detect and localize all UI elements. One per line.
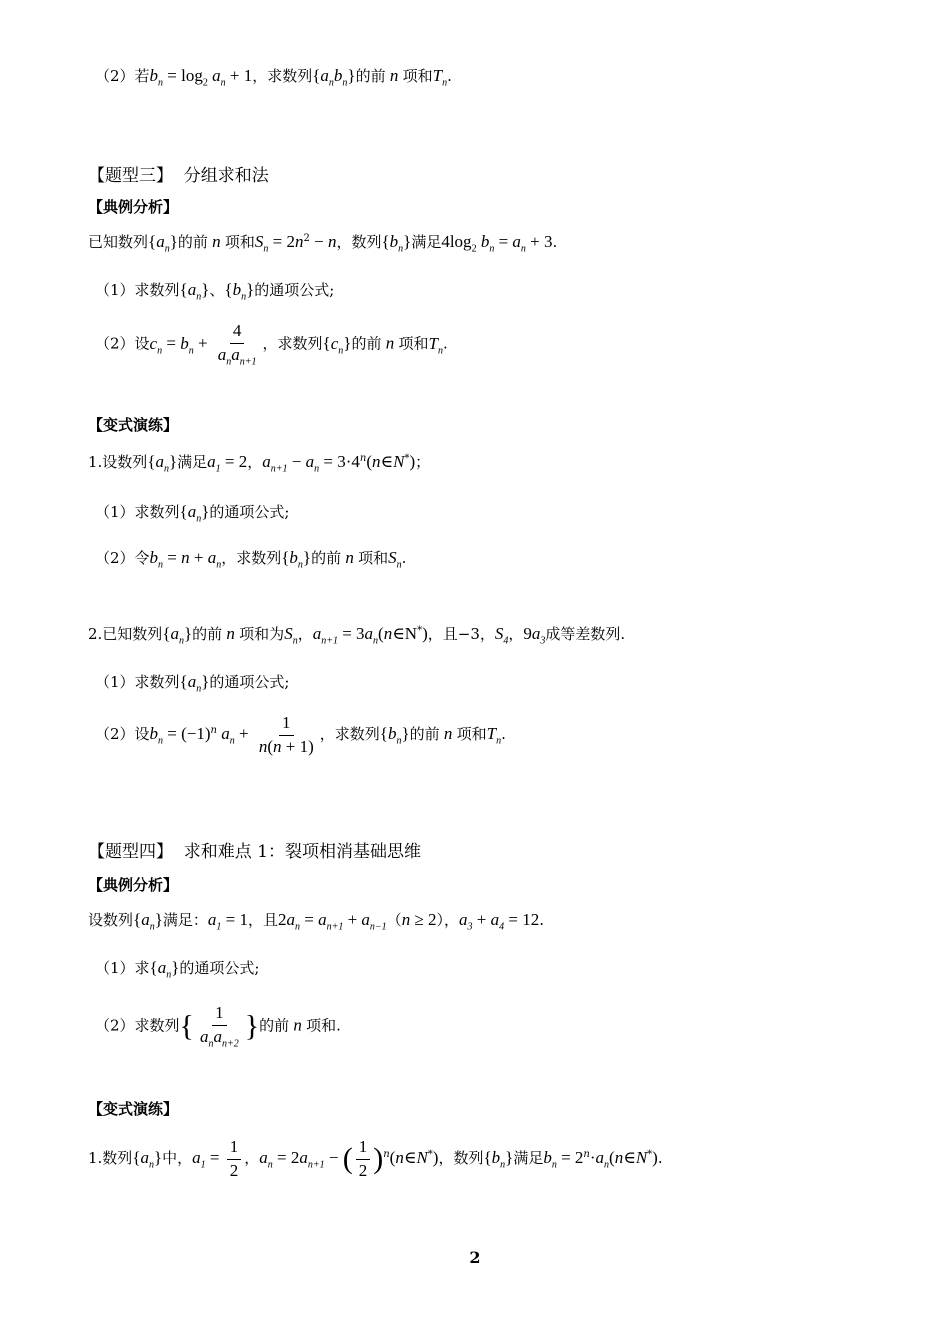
subheading-practice: 【变式演练】 bbox=[88, 416, 179, 434]
subheading-example-2: 【典例分析】 bbox=[88, 876, 179, 894]
line-12: （1）求数列$\{a_n\}$的通项公式; bbox=[95, 672, 290, 695]
line-13: （2）设$b_n = (-1)^n$ $a_n$ + $\frac{1}{n(n + 1)}$ ，求数列$\{b_n\}$的前 n 项和$T_n$. bbox=[95, 713, 506, 756]
line-9: （1）求数列$\{a_n\}$的通项公式; bbox=[95, 502, 290, 525]
subheading-practice-2: 【变式演练】 bbox=[88, 1100, 179, 1118]
line-20: 1.数列$\{a_n\}$中，$a_1$ = $\frac{1}{2}$ ，$a_n = 2a_{n+1}$ − ( $\frac{1}{2}$ )$^n$(n∈N*)，数列$\{b_n\}$满足$b_n$ = $2^n\cdot a_n(n\in N^*)$. bbox=[88, 1137, 663, 1180]
section-title-3: 【题型三】 分组求和法 bbox=[88, 166, 269, 186]
line-6: （2）设$c_n = b_n$ + $\frac{4}{a_na_{n+1}}$ ，求数列$\{c_n\}$的前 n 项和$T_n$. bbox=[95, 321, 448, 368]
line-18: （2）求数列{ $\frac{1}{a_na_{n+2}}$ }的前 n 项和. bbox=[95, 1003, 341, 1050]
line-17: （1）求$\{a_n\}$的通项公式; bbox=[95, 958, 260, 981]
page-number: 2 bbox=[469, 1248, 481, 1267]
line-1: （2）若$b_n = \log_2 a_n + 1$，求数列$\{a_nb_n\}$的前 n 项和$T_n$. bbox=[95, 66, 452, 89]
line-8: 1.设数列$\{a_n\}$满足$a_1 = 2$，$a_{n+1} - a_n$ = $3\cdot 4^n(n\in N^*)$； bbox=[88, 452, 431, 475]
line-16: 设数列$\{a_n\}$满足：$a_1 = 1$，且$2a_n = a_{n+1} + a_{n-1}(n \ge 2)$，$a_3 + a_4 = 12$. bbox=[88, 910, 545, 933]
line-4: 已知数列$\{a_n\}$的前 n 项和$S_n = 2n^2 - n$，数列$\{b_n\}$满足$4\log_2$ $b_n = a_n + 3$. bbox=[88, 232, 558, 255]
section-title-4: 【题型四】 求和难点 1：裂项相消基础思维 bbox=[88, 842, 422, 862]
subheading-example: 【典例分析】 bbox=[88, 198, 179, 216]
line-5: （1）求数列$\{a_n\}$、$\{b_n\}$的通项公式; bbox=[95, 280, 335, 303]
line-10: （2）令$b_n = n + a_n$，求数列$\{b_n\}$的前 n 项和$S_n$. bbox=[95, 548, 407, 571]
line-11: 2.已知数列$\{a_n\}$的前 n 项和为$S_n$，$a_{n+1}$ = $3a_n(n\in N^*)$，且−3，$S_4$，$9a_3$成等差数列. bbox=[88, 624, 626, 647]
